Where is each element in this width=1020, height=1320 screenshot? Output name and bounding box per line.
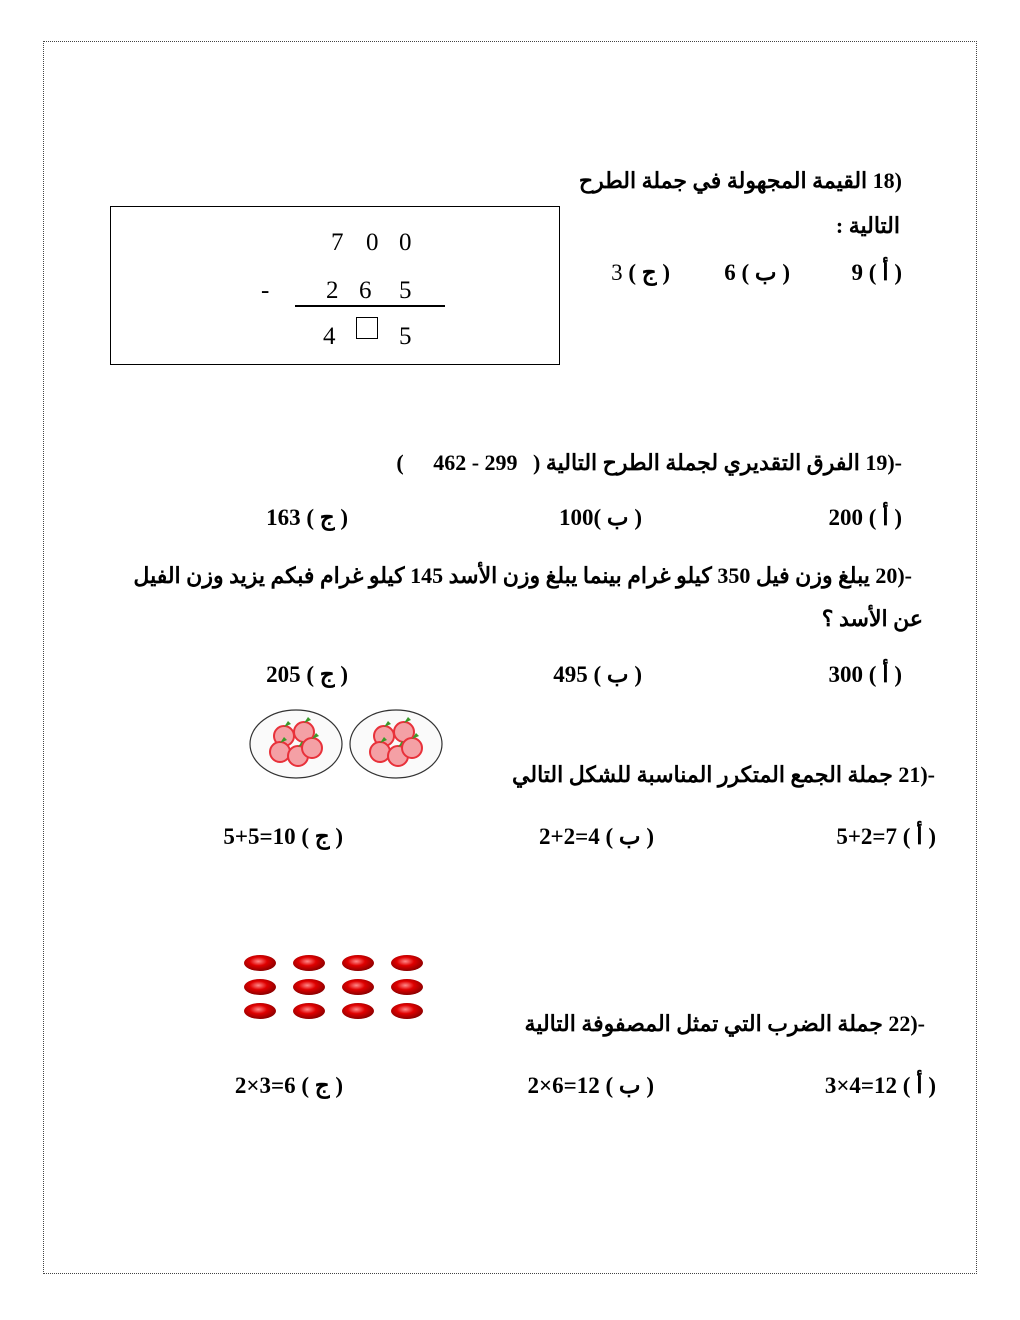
chip-dot [391,979,423,995]
subtraction-box [110,206,560,365]
unknown-digit-box[interactable] [356,317,378,339]
q18-line2: التالية : [835,213,900,238]
q22-option-a[interactable]: ( أ ) 3×4=12 [824,1073,936,1098]
chip-dot [244,1003,276,1019]
q21-question: 21)- جملة الجمع المتكرر المناسبة للشكل التالي [512,762,935,787]
q22-question: 22)- جملة الضرب التي تمثل المصفوفة التالية [524,1011,925,1036]
q20-option-a[interactable]: ( أ ) 300 [828,662,902,687]
q21-option-b[interactable]: ( ب ) 2+2=4 [539,824,654,849]
plate [250,710,342,778]
q22-option-b[interactable]: ( ب ) 2×6=12 [527,1073,654,1098]
q21-option-a[interactable]: ( أ ) 5+2=7 [836,824,936,849]
q19-question: 19)- الفرق التقديري لجملة الطرح التالية ( 462 - 299 ) [396,450,902,475]
q20-option-b[interactable]: ( ب ) 495 [553,662,642,687]
q20-line1: 20)- يبلغ وزن فيل 350 كيلو غرام بينما يبلغ وزن الأسد 145 كيلو غرام فبكم يزيد وزن الفيل [133,563,912,588]
top-digit-3: 0 [399,229,412,256]
top-digit-1: 7 [331,229,344,256]
minus-sign: - [261,277,270,304]
q19-option-c[interactable]: ( ج ) 163 [266,505,348,530]
q20-line2: عن الأسد ؟ [821,606,923,631]
subtraction-line [295,305,445,307]
q20-option-c[interactable]: ( ج ) 205 [266,662,348,687]
chip-array-figure [240,950,430,1030]
mid-digit-3: 5 [399,277,412,304]
q18-option-c[interactable]: ( ج ) 3 [611,260,670,285]
q19-option-b[interactable]: ( ب )100 [559,505,642,530]
result-digit-left: 4 [323,323,336,350]
q18-line1: 18) القيمة المجهولة في جملة الطرح [578,168,902,193]
q18-option-a[interactable]: ( أ ) 9 [851,260,902,285]
chip-dot [391,1003,423,1019]
chip-dot [342,955,374,971]
apple-plates-figure [248,706,448,782]
q19-option-a[interactable]: ( أ ) 200 [828,505,902,530]
mid-digit-1: 2 [326,277,339,304]
mid-digit-2: 6 [359,277,372,304]
chip-dot [293,955,325,971]
top-digit-2: 0 [366,229,379,256]
result-digit-right: 5 [399,323,412,350]
chip-dot [342,1003,374,1019]
chip-dot [244,955,276,971]
q22-option-c[interactable]: ( ج ) 2×3=6 [234,1073,343,1098]
chip-dot [342,979,374,995]
chip-dot [293,979,325,995]
chip-dot [244,979,276,995]
chip-dot [293,1003,325,1019]
chip-dot [391,955,423,971]
q21-option-c[interactable]: ( ج ) 5+5=10 [223,824,343,849]
q18-option-b[interactable]: ( ب ) 6 [724,260,790,285]
plate [350,710,442,778]
